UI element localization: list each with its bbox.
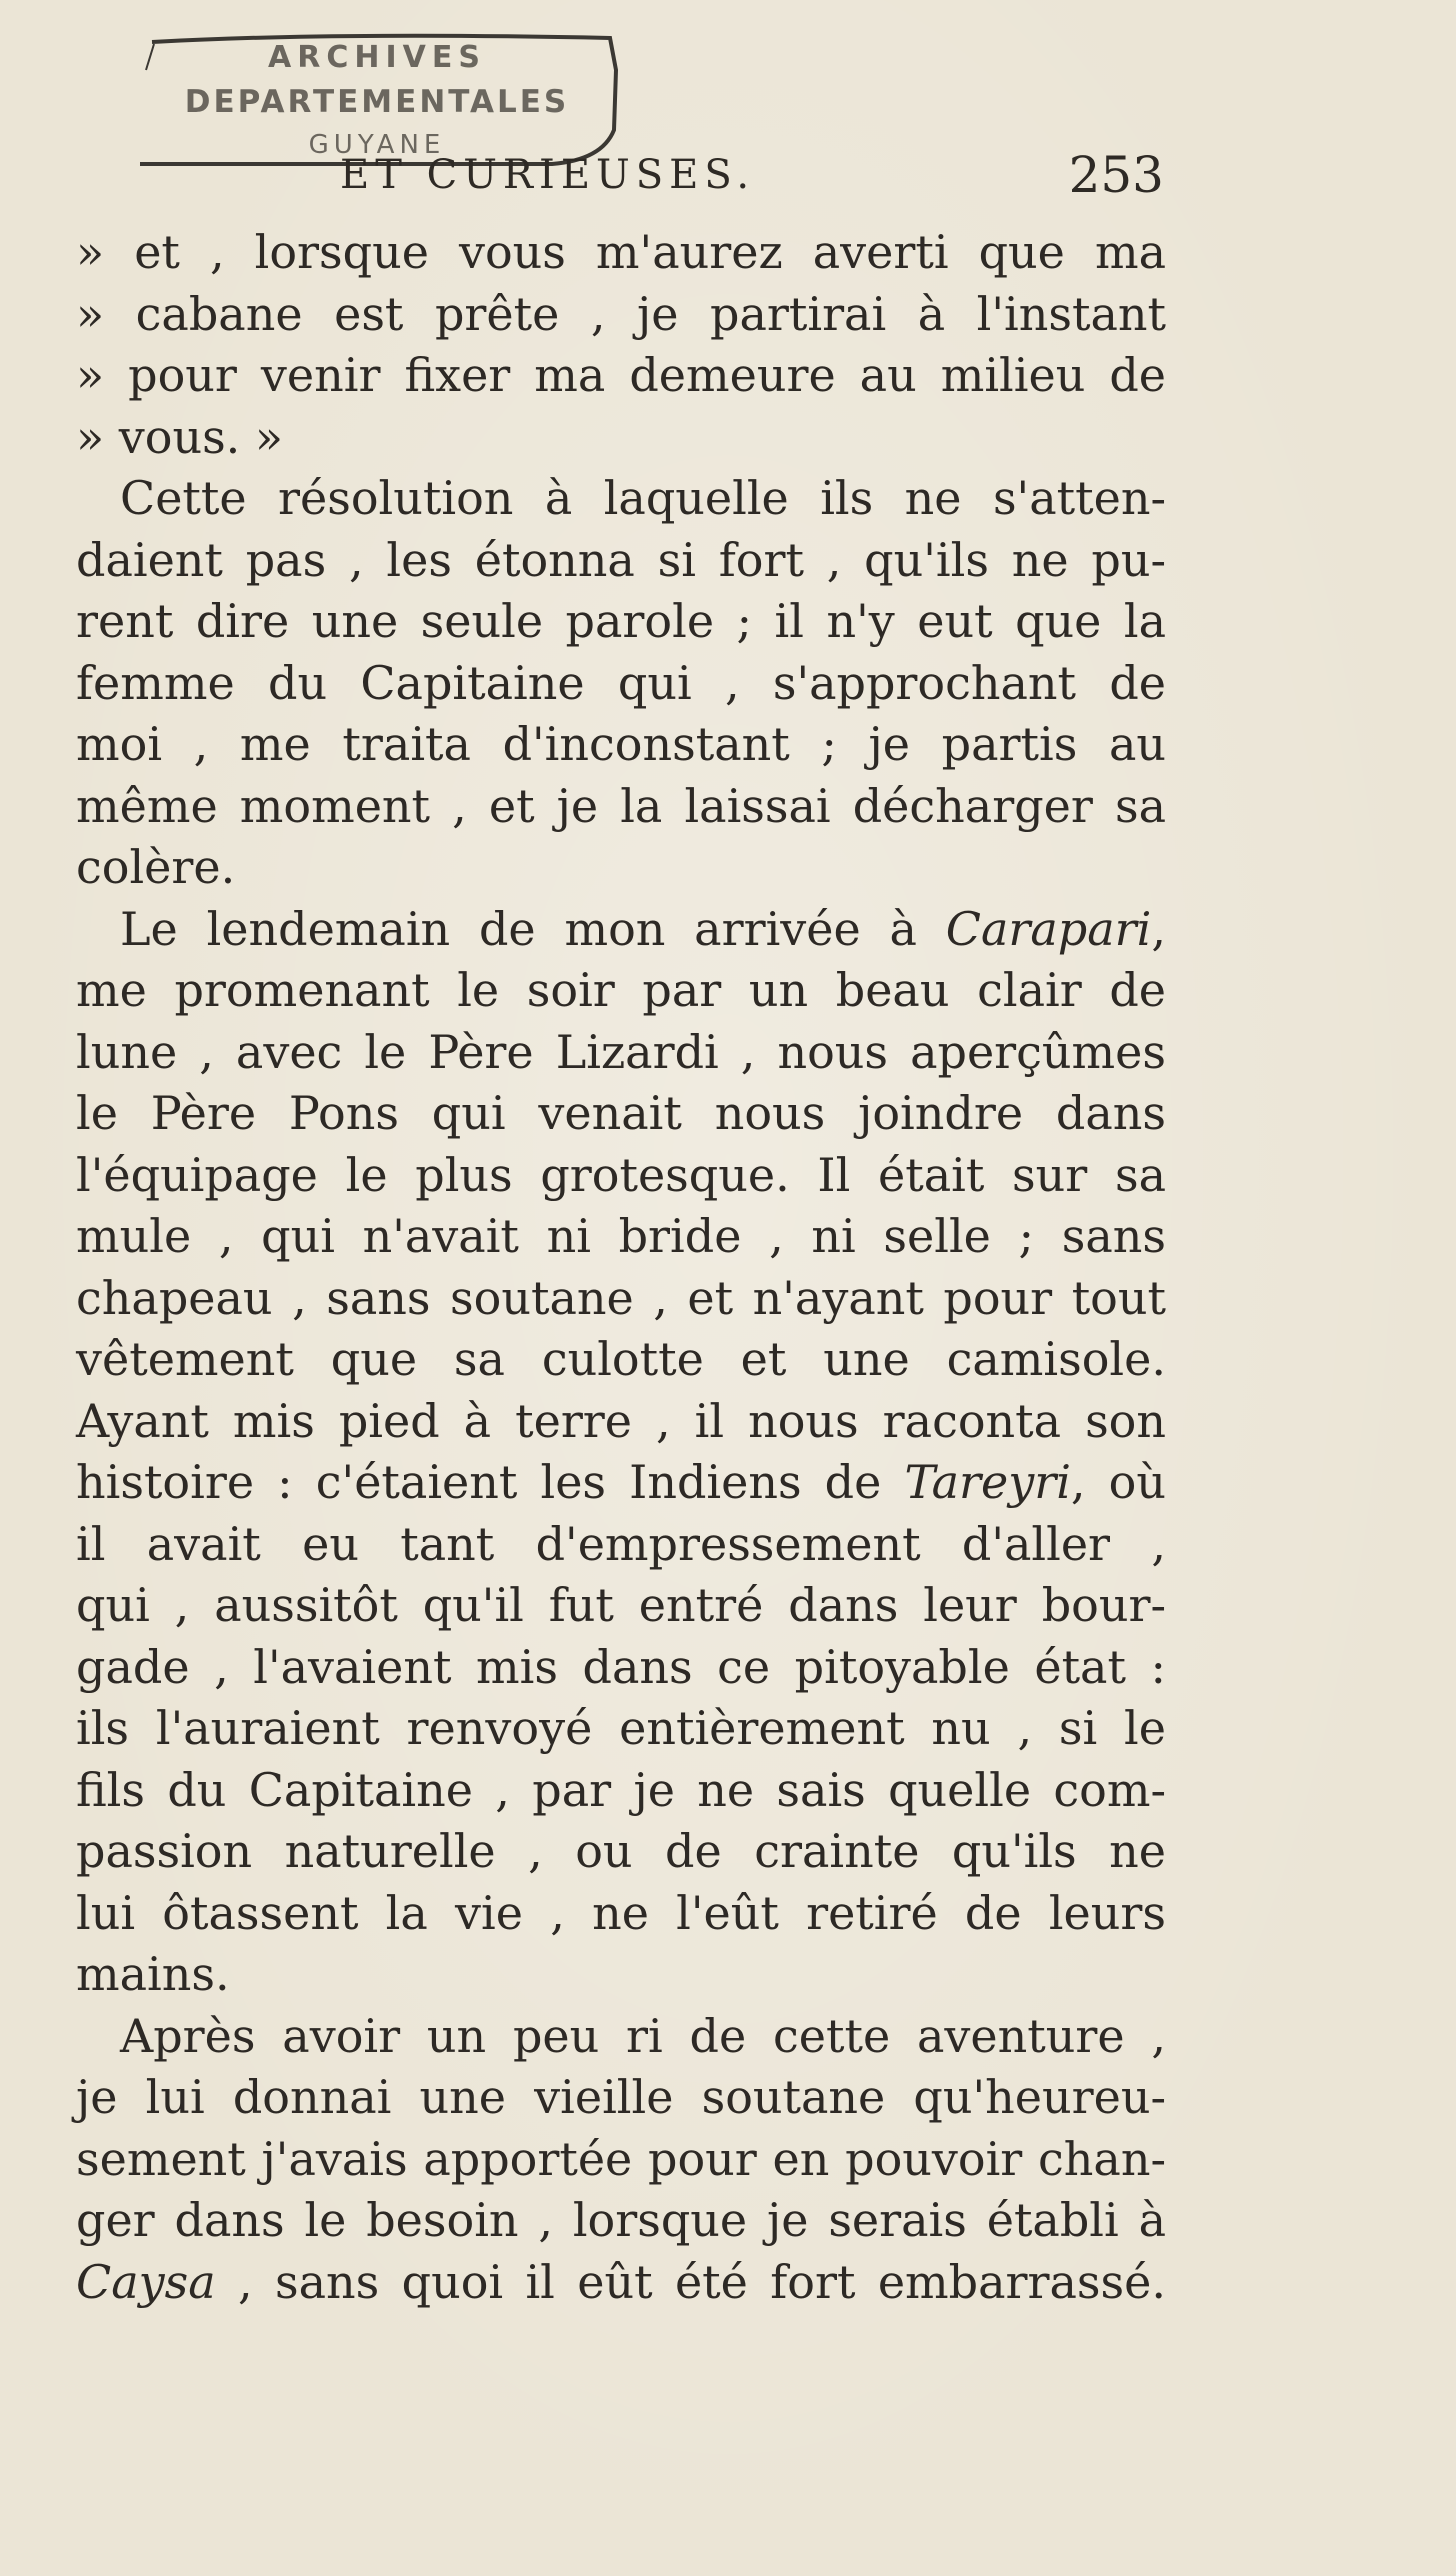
text-line: passion naturelle , ou de crainte qu'ils ne xyxy=(76,1824,1166,1878)
text-line: » vous. » xyxy=(76,409,284,464)
place-name: Caysa xyxy=(76,2254,216,2309)
text-line: l'équipage le plus grotesque. Il était sur sa xyxy=(76,1147,1166,1202)
text-line: Après avoir un peu ri de cette aventure , xyxy=(120,2008,1166,2063)
stamp-line-1: ARCHIVES xyxy=(268,40,486,75)
text-line: moi , me traita d'inconstant ; je partis au xyxy=(76,717,1166,771)
text-line-with-place xyxy=(76,2252,1166,2314)
text-line: vêtement que sa culotte et une camisole. xyxy=(76,1332,1166,1386)
text-line: qui , aussitôt qu'il fut entré dans leur bour- xyxy=(76,1578,1166,1632)
text-line: daient pas , les étonna si fort , qu'ils ne pu- xyxy=(76,532,1166,587)
stamp-line-3: GUYANE xyxy=(308,130,446,160)
place-name: Carapari xyxy=(945,901,1152,956)
text-line: femme du Capitaine qui , s'approchant de xyxy=(76,655,1166,710)
line-text: Le lendemain de mon arrivée à xyxy=(120,901,946,956)
line-text: histoire : c'étaient les Indiens de xyxy=(76,1455,905,1509)
text-line: rent dire une seule parole ; il n'y eut que la xyxy=(76,594,1166,648)
text-line-with-place xyxy=(76,1452,1166,1514)
text-line: ger dans le besoin , lorsque je serais établi à xyxy=(76,2193,1166,2247)
running-head: ET CURIEUSES. xyxy=(340,152,756,198)
text-line: gade , l'avaient mis dans ce pitoyable état : xyxy=(76,1639,1166,1694)
line-text: , sans quoi il eût été fort embarrassé. xyxy=(215,2254,1166,2309)
text-line: le Père Pons qui venait nous joindre dans xyxy=(76,1086,1166,1140)
text-line: sement j'avais apportée pour en pouvoir chan- xyxy=(76,2131,1166,2186)
text-line: » pour venir fixer ma demeure au milieu de xyxy=(76,348,1166,402)
punctuation: , xyxy=(1151,901,1166,956)
text-line-with-place xyxy=(76,899,1166,961)
text-line: mule , qui n'avait ni bride , ni selle ; sans xyxy=(76,1209,1166,1263)
page-number: 253 xyxy=(1068,146,1164,204)
archive-stamp xyxy=(132,30,622,168)
text-line: colère. xyxy=(76,840,236,894)
text-line: il avait eu tant d'empressement d'aller , xyxy=(76,1516,1166,1571)
text-line: » et , lorsque vous m'aurez averti que ma xyxy=(76,225,1166,279)
body-text xyxy=(76,222,1166,2313)
text-line: fils du Capitaine , par je ne sais quelle com- xyxy=(76,1762,1166,1817)
text-line: » cabane est prête , je partirai à l'instant xyxy=(76,286,1166,341)
stamp-line-2: DEPARTEMENTALES xyxy=(184,84,570,120)
punctuation: , où xyxy=(1070,1455,1166,1509)
text-line: lune , avec le Père Lizardi , nous aperçûmes xyxy=(76,1024,1166,1079)
text-line: ils l'auraient renvoyé entièrement nu , si le xyxy=(76,1701,1166,1755)
text-line: même moment , et je la laissai décharger sa xyxy=(76,778,1166,833)
text-line: lui ôtassent la vie , ne l'eût retiré de leurs xyxy=(76,1885,1166,1940)
text-line: je lui donnai une vieille soutane qu'heureu- xyxy=(76,2070,1166,2124)
text-line: me promenant le soir par un beau clair de xyxy=(76,963,1166,1017)
text-line: Cette résolution à laquelle ils ne s'atten- xyxy=(120,471,1166,525)
text-line: Ayant mis pied à terre , il nous raconta son xyxy=(76,1393,1166,1448)
text-line: chapeau , sans soutane , et n'ayant pour tout xyxy=(76,1270,1166,1325)
place-name: Tareyri xyxy=(904,1455,1071,1509)
text-line: mains. xyxy=(76,1947,230,2001)
